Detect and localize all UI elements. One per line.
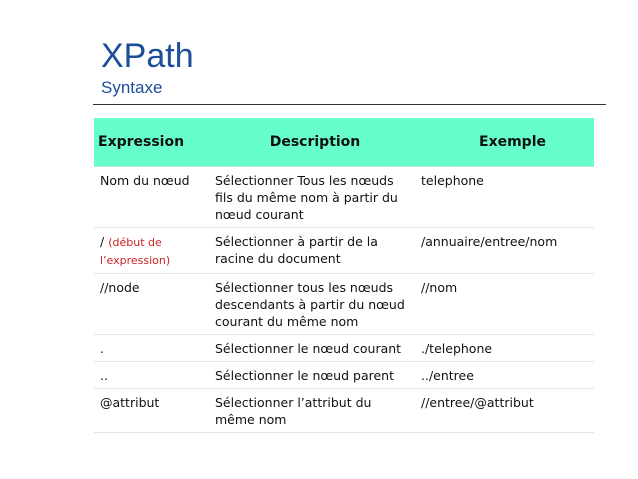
expression-cell: @attribut xyxy=(94,389,213,433)
example-cell: //nom xyxy=(417,274,594,335)
slide-title: XPath xyxy=(101,37,194,75)
description-cell: Sélectionner l’attribut du même nom xyxy=(213,389,417,433)
expression-text: / xyxy=(100,234,105,249)
header-expression: Expression xyxy=(94,118,213,167)
expression-cell xyxy=(94,228,213,274)
description-cell: Sélectionner tous les nœuds descendants à partir du nœud courant du même nom xyxy=(213,274,417,335)
example-cell: ../entree xyxy=(417,362,594,389)
table-row xyxy=(94,228,594,274)
table-row xyxy=(94,389,594,433)
description-cell: Sélectionner Tous les nœuds fils du même nom à partir du nœud courant xyxy=(213,167,417,228)
title-divider xyxy=(93,104,606,105)
table-row xyxy=(94,335,594,362)
table-row xyxy=(94,274,594,335)
header-exemple: Exemple xyxy=(417,118,594,167)
expression-note: (début de l’expression) xyxy=(100,236,171,267)
example-cell: ./telephone xyxy=(417,335,594,362)
table-header-row xyxy=(94,118,594,167)
table-row xyxy=(94,362,594,389)
syntax-table xyxy=(94,118,594,433)
expression-cell: //node xyxy=(94,274,213,335)
example-cell: //entree/@attribut xyxy=(417,389,594,433)
example-cell: /annuaire/entree/nom xyxy=(417,228,594,274)
description-cell: Sélectionner le nœud courant xyxy=(213,335,417,362)
slide-subtitle: Syntaxe xyxy=(101,78,163,97)
expression-cell: .. xyxy=(94,362,213,389)
header-description: Description xyxy=(213,118,417,167)
example-cell: telephone xyxy=(417,167,594,228)
description-cell: Sélectionner à partir de la racine du document xyxy=(213,228,417,274)
table-row xyxy=(94,167,594,228)
description-cell: Sélectionner le nœud parent xyxy=(213,362,417,389)
expression-cell: . xyxy=(94,335,213,362)
expression-cell: Nom du nœud xyxy=(94,167,213,228)
